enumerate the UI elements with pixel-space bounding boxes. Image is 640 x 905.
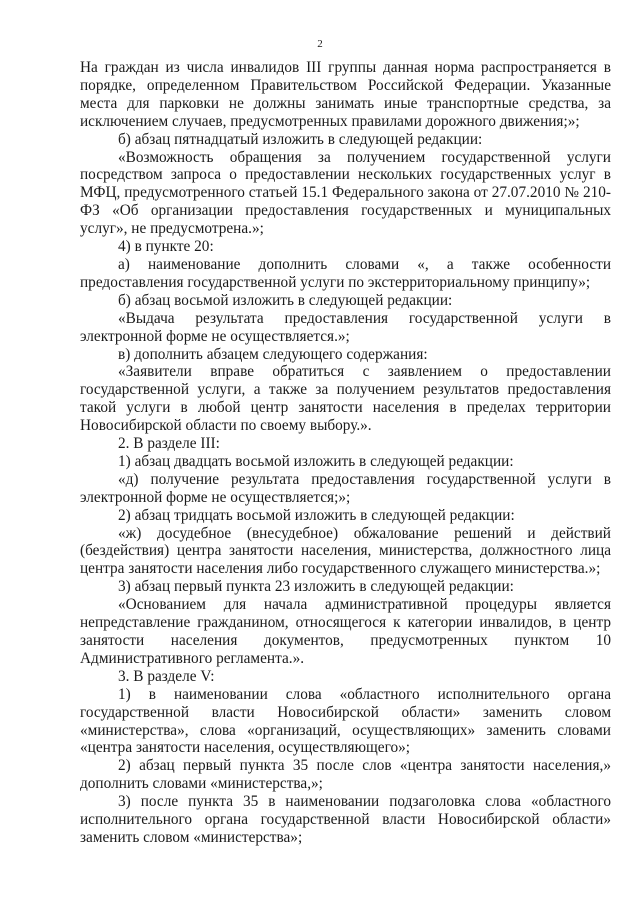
paragraph: б) абзац пятнадцатый изложить в следующей редакции: (118, 130, 483, 148)
paragraph: 1) абзац двадцать восьмой изложить в следующей редакции: (118, 452, 514, 470)
paragraph: 3) после пункта 35 в наименовании подзаголовка слова «областного исполнительного органа государственной власти Новосибирской области» заменить словом «министерства»; (80, 793, 611, 846)
paragraph: «Заявители вправе обратиться с заявлением о предоставлении государственной услуги, а также за получением результатов предоставления такой услуги в любой центр занятости населения в пределах территории Новосибирской области по своему выбору.». (80, 363, 611, 435)
paragraph: 4) в пункте 20: (118, 238, 214, 256)
paragraph: 1) в наименовании слова «областного исполнительного органа государственной власти Новосибирской области» заменить словом «министерства», слова «организаций, осуществляющих» заменить словами «центра занятости населения, осуществляющего»; (80, 685, 611, 757)
paragraph: На граждан из числа инвалидов III группы данная норма распространяется в порядке, определенном Правительством Российской Федерации. Указанные места для парковки не должны занимать иные транспортные средства, за исключением случаев, предусмотренных правилами дорожного движения;»; (80, 59, 611, 130)
paragraph: б) абзац восьмой изложить в следующей редакции: (118, 291, 453, 309)
paragraph: а) наименование дополнить словами «, а также особенности предоставления государственной услуги по экстерриториальному принципу»; (80, 255, 611, 291)
paragraph: «ж) досудебное (внесудебное) обжалование решений и действий (бездействия) центра занятости населения, министерства, должностного лица центра занятости населения либо государственного служащего министерства.»; (80, 524, 611, 578)
paragraph: 2) абзац тридцать восьмой изложить в следующей редакции: (118, 506, 515, 524)
paragraph: 3. В разделе V: (118, 667, 215, 685)
paragraph: «Выдача результата предоставления государственной услуги в электронной форме не осуществляется.»; (80, 309, 611, 345)
document-body (80, 59, 611, 847)
paragraph: «Основанием для начала административной процедуры является непредставление гражданином, относящегося к категории инвалидов, в центр занятости населения документов, предусмотренных пунктом 10 Административного регламента.». (80, 596, 611, 667)
paragraph: 2) абзац первый пункта 35 после слов «центра занятости населения,» дополнить словами «министерства,»; (80, 757, 611, 793)
paragraph: 3) абзац первый пункта 23 изложить в следующей редакции: (118, 578, 514, 596)
paragraph: в) дополнить абзацем следующего содержания: (118, 345, 428, 363)
paragraph: «Возможность обращения за получением государственной услуги посредством запроса о предоставлении нескольких государственных услуг в МФЦ, предусмотренного статьей 15.1 Федерального закона от 27.07.2010 № 210-ФЗ «Об организации предоставления государственных и муниципальных услуг», не предусмотрена.»; (80, 148, 611, 238)
paragraph: «д) получение результата предоставления государственной услуги в электронной форме не осуществляется;»; (80, 470, 611, 506)
paragraph: 2. В разделе III: (118, 435, 220, 453)
page-number: 2 (317, 38, 323, 50)
